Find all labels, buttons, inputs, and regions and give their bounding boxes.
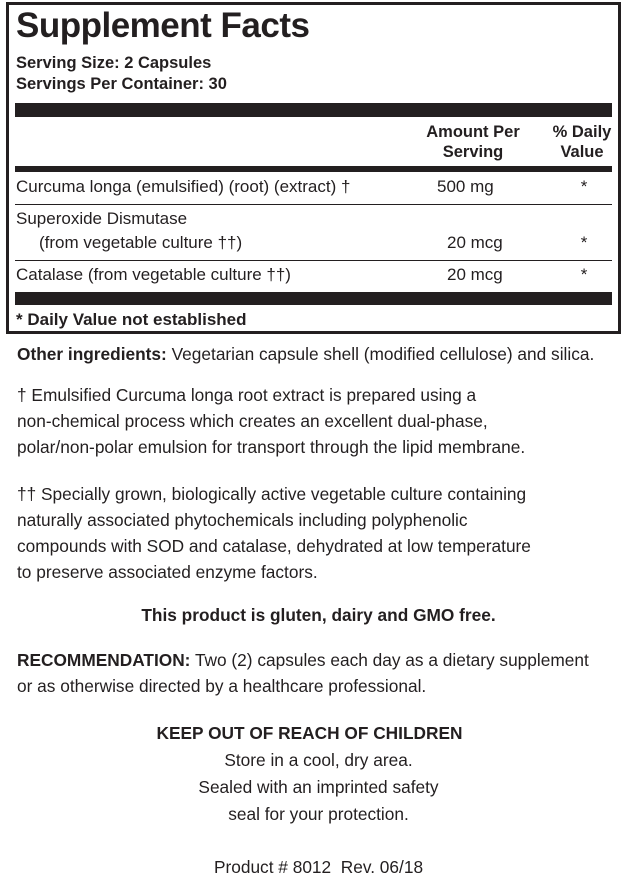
- recommendation-label: RECOMMENDATION:: [17, 650, 191, 670]
- panel-title: Supplement Facts: [16, 6, 310, 45]
- recommendation: RECOMMENDATION: Two (2) capsules each day as a dietary supplement or as otherwise directed by a healthcare professional.: [17, 650, 589, 696]
- keep-away-heading: KEEP OUT OF REACH OF CHILDREN: [156, 723, 463, 743]
- storage-warning: KEEP OUT OF REACH OF CHILDREN Store in a cool, dry area. Sealed with an imprinted safety seal for your protection.: [0, 720, 637, 828]
- ingredient-name: Superoxide Dismutase: [16, 209, 188, 228]
- ingredient-daily-value: *: [580, 265, 588, 284]
- amount-per-serving-header: Amount Per Serving: [426, 123, 520, 161]
- allergen-free-statement: This product is gluten, dairy and GMO free.: [141, 605, 496, 625]
- servings-per-container: Servings Per Container: 30: [16, 75, 227, 93]
- other-ingredients-label: Other ingredients:: [17, 344, 167, 364]
- product-number: Product # 8012 Rev. 06/18: [213, 857, 424, 877]
- ingredient-name-line2: (from vegetable culture ††): [39, 233, 243, 252]
- medium-divider: [15, 166, 612, 172]
- row-divider: [15, 260, 612, 261]
- row-divider: [15, 204, 612, 205]
- ingredient-name: Curcuma longa (emulsified) (root) (extract) †: [16, 177, 351, 196]
- supplement-facts-panel: [6, 2, 621, 334]
- thick-divider-bottom: [15, 292, 612, 305]
- ingredient-name: Catalase (from vegetable culture ††): [16, 265, 291, 284]
- other-ingredients-text: Vegetarian capsule shell (modified cellulose) and silica.: [171, 344, 595, 364]
- serving-size: Serving Size: 2 Capsules: [16, 54, 212, 72]
- culture-footnote: †† Specially grown, biologically active vegetable culture containing naturally associated phytochemicals including polyphenolic compounds with SOD and catalase, dehydrated at low temperature to preserve associated enzyme factors.: [17, 484, 531, 582]
- ingredient-amount: 20 mcg: [447, 265, 503, 284]
- daily-value-header: % Daily Value: [552, 123, 612, 161]
- ingredient-amount: 20 mcg: [447, 233, 503, 252]
- daily-value-footnote: * Daily Value not established: [16, 310, 247, 329]
- curcuma-footnote: † Emulsified Curcuma longa root extract is prepared using a non-chemical process which creates an excellent dual-phase, polar/non-polar emulsion for transport through the lipid membrane.: [17, 385, 526, 457]
- ingredient-daily-value: *: [580, 233, 588, 252]
- thick-divider-top: [15, 103, 612, 117]
- ingredient-daily-value: *: [580, 177, 588, 196]
- ingredient-amount: 500 mg: [437, 177, 494, 196]
- other-ingredients: [17, 341, 594, 367]
